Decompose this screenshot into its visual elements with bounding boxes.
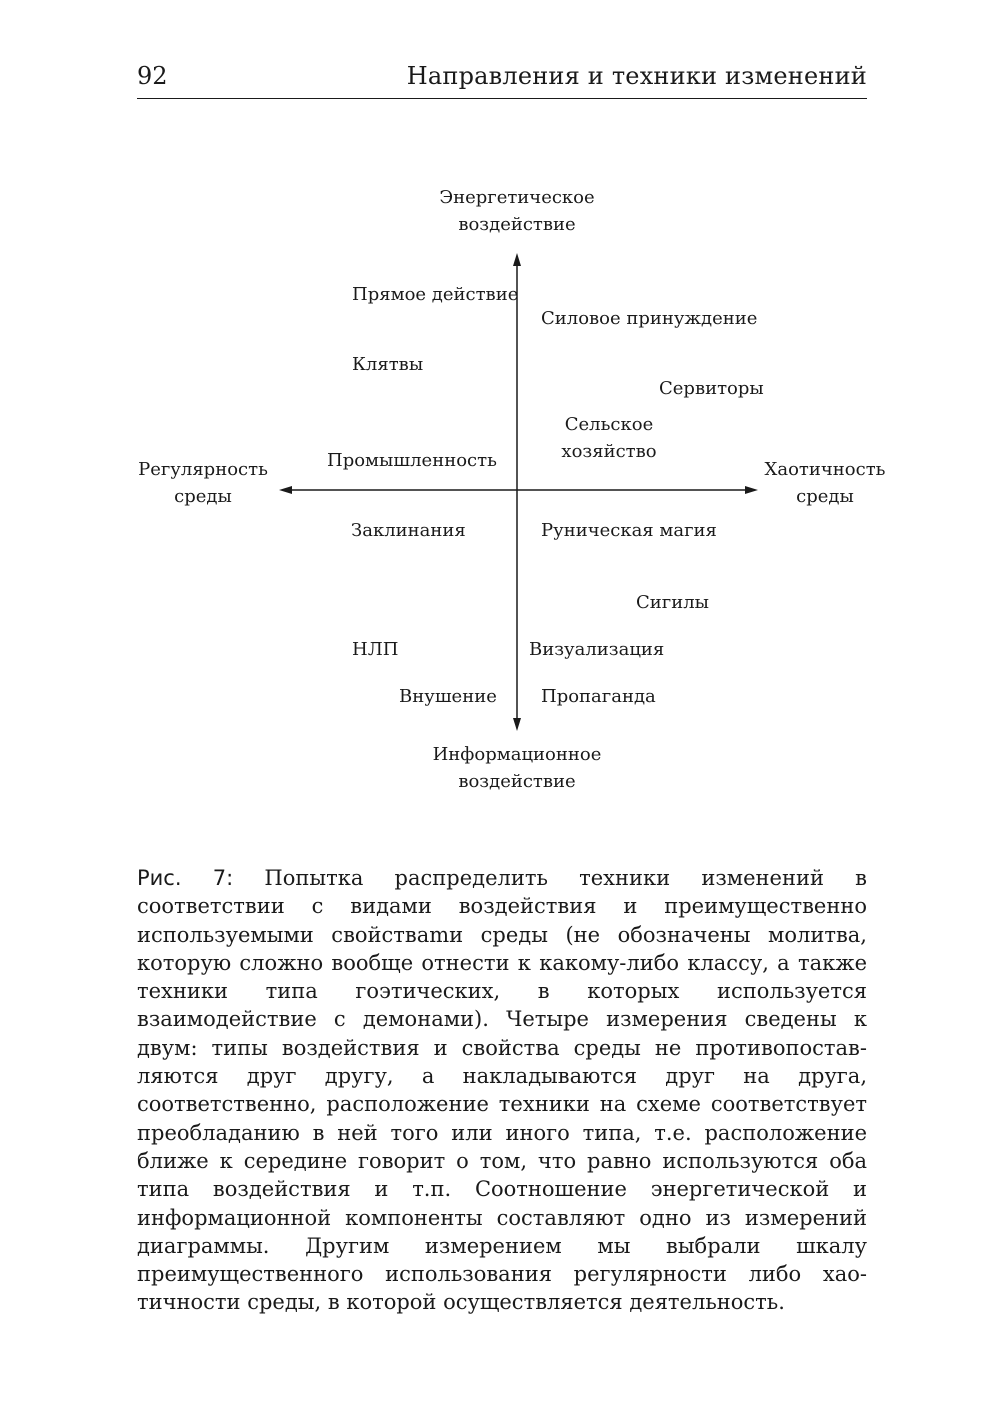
technique-silovoe-prinuzhdenie: Силовое принуждение: [541, 308, 758, 329]
technique-selskoe-line2: хозяйство: [561, 441, 657, 462]
technique-vnushenie: Внушение: [399, 686, 497, 707]
axis-label-top: [439, 184, 594, 238]
technique-pryamoe-deystvie: Прямое действие: [352, 284, 519, 305]
technique-zaklinaniya: Заклинания: [351, 520, 466, 541]
technique-nlp: НЛП: [352, 639, 399, 660]
technique-sigily: Сигилы: [636, 592, 709, 613]
technique-runicheskaya-magiya: Руническая магия: [541, 520, 717, 541]
technique-selskoe-line1: Сельское: [564, 414, 654, 435]
axis-label-bottom: [433, 741, 602, 795]
axis-label-right: [765, 456, 886, 510]
technique-vizualizatsiya: Визуализация: [529, 639, 665, 660]
technique-selskoe-hozyaystvo: [561, 411, 656, 465]
technique-propaganda: Пропаганда: [541, 686, 656, 707]
axis-label-top-line2: воздействие: [458, 214, 576, 235]
figure-caption: [137, 864, 867, 1317]
technique-promyshlennost: Промышленность: [327, 450, 497, 471]
axis-label-right-line2: среды: [796, 486, 854, 507]
figure-label: Рис. 7:: [137, 866, 234, 890]
axis-label-bottom-line1: Информационное: [432, 744, 602, 765]
figure-caption-text: Попытка распределить техники изменений в соответствии с видами воздействия и преимущественно используемыми свойстваmи среды (не обозначены молитва, которую сложно вообще отнести к какому-либо классу, а также техники типа гоэтических, в которых используется взаимодействие с демонами). Четыре измерения сведены к двум: типы воздействия и свойства среды не противопоставляются друг другу, а накладываются друг на друга, соответственно, расположение техники на схеме соответствует преобладанию в ней того или иного типа, т.е. расположение ближе к середине говорит о том, что равно используются оба типа воздействия и т.п. Соотношение энергетической и информационной компоненты составляют одно из измерений диаграммы. Другим измерением мы выбрали шкалу преимущественного использования регулярности либо хаотичности среды, в которой осуществляется деятельность.: [137, 866, 867, 1315]
technique-servitory: Сервиторы: [659, 378, 764, 399]
axis-label-left-line2: среды: [174, 486, 232, 507]
page-number: 92: [137, 62, 168, 90]
arrow-down-icon: [513, 718, 521, 731]
axis-label-bottom-line2: воздействие: [458, 771, 576, 792]
arrow-right-icon: [745, 486, 758, 494]
axis-label-top-line1: Энергетическое: [439, 187, 595, 208]
axis-label-left-line1: Регулярность: [138, 459, 268, 480]
running-title: Направления и техники изменений: [406, 62, 867, 90]
axis-label-left: [138, 456, 268, 510]
arrow-up-icon: [513, 253, 521, 266]
axis-label-right-line1: Хаотичность: [764, 459, 886, 480]
arrow-left-icon: [279, 486, 292, 494]
technique-klyatvy: Клятвы: [352, 354, 424, 375]
